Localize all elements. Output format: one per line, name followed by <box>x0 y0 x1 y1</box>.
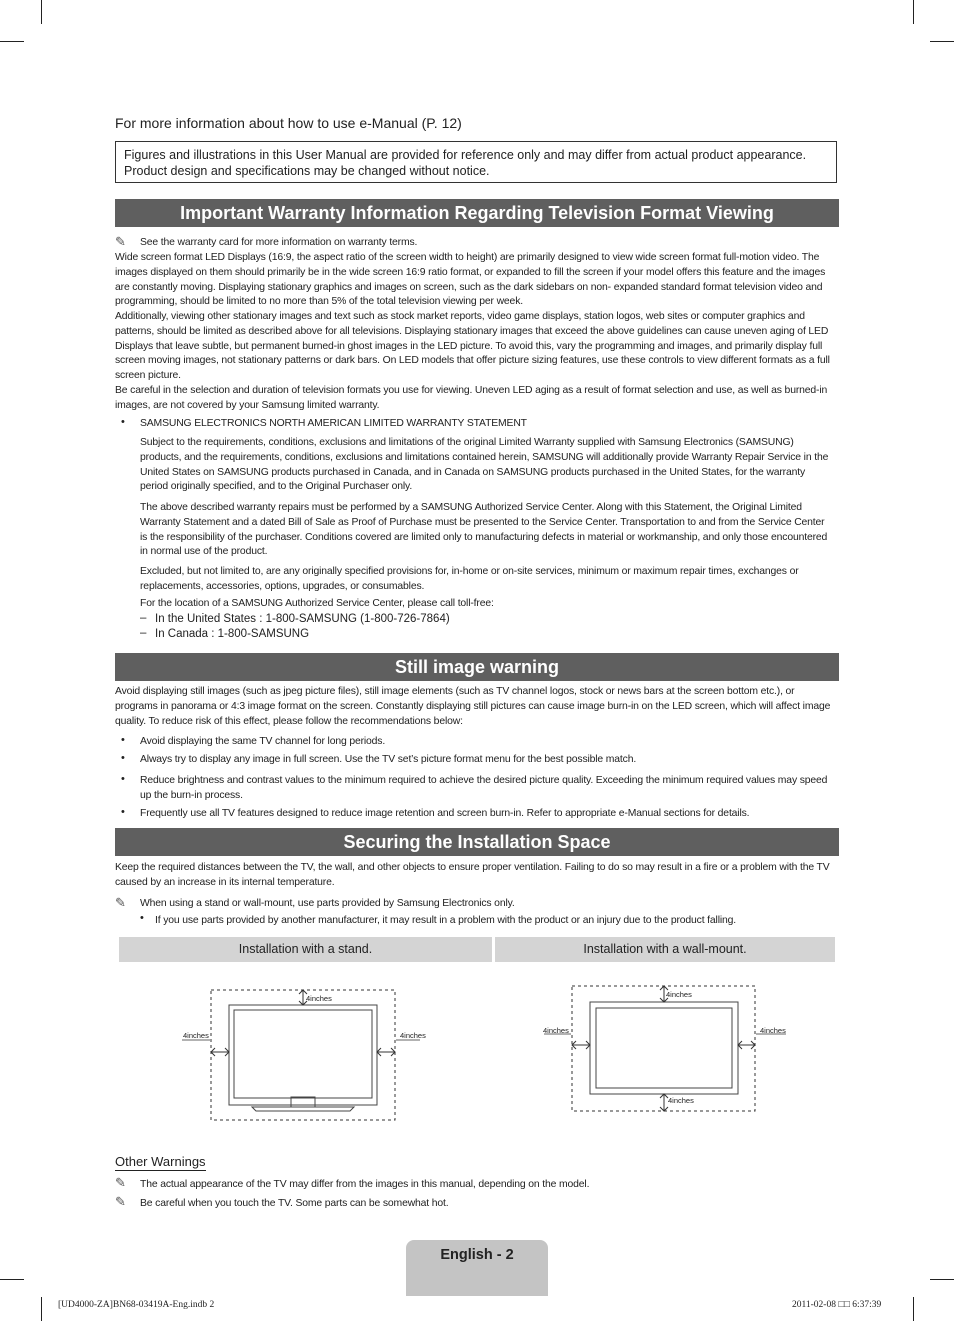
bullet: • <box>121 773 125 785</box>
print-file-info: [UD4000-ZA]BN68-03419A-Eng.indb 2 <box>58 1300 215 1310</box>
dim-label-bottom: 4inches <box>668 1096 694 1105</box>
crop-mark <box>930 41 954 42</box>
notice-box: Figures and illustrations in this User Manual are provided for reference only and may differ from actual product appearance. Product design and specifications may be changed without notice. <box>115 141 837 183</box>
warranty-para-2: Additionally, viewing other stationary images and text such as stock market reports, video game displays, station logos, web sites or computer graphics and patterns, should be limited as described above for all televisions. Displaying stationary images that exceed the above guidelines can cause uneven aging of LED Displays that leave subtle, but permanent burned-in ghost images in the LED picture. To avoid this, vary the programming and images, and primarily display full screen moving images, not stationary patterns or dark bars. On LED models that offer picture sizing features, use these controls to view different formats as a full screen picture. <box>115 311 830 382</box>
note-pencil-icon: ✎ <box>115 234 126 249</box>
dim-label-left: 4inches <box>543 1026 569 1035</box>
dim-label-top: 4inches <box>666 990 692 999</box>
phone-ca: In Canada : 1-800-SAMSUNG <box>155 628 310 640</box>
note-pencil-icon: ✎ <box>115 1194 126 1209</box>
warranty-para-1: Wide screen format LED Displays (16:9, the aspect ratio of the screen width to height) are primarily designed to view wide screen format full-motion video. The images displayed on them should primarily be in the wide screen 16:9 ratio format, or expanded to fill the screen if your model offers this feature and the images are constantly moving. Displaying stationary graphics and images on screen, such as the dark sidebars on non- expanded standard format television video and programming, should be limited to no more than 5% of the total television viewing per week. <box>115 252 826 308</box>
other-note-1: The actual appearance of the TV may differ from the images in this manual, depending on the model. <box>140 1179 590 1190</box>
warranty-sub-3: Excluded, but not limited to, are any originally specified provisions for, in-home or on-site services, minimum or maximum repair times, exchanges or replacements, accessories, options, upgrades, or consumables. <box>140 566 799 592</box>
bullet: • <box>121 416 125 428</box>
still-section-title: Still image warning <box>115 653 839 681</box>
crop-mark <box>913 0 914 24</box>
dash: – <box>140 627 147 639</box>
install-section-title: Securing the Installation Space <box>115 828 839 856</box>
dim-label-right: 4inches <box>400 1031 426 1040</box>
stand-installation-diagram <box>170 985 420 1125</box>
wall-column-header: Installation with a wall-mount. <box>495 937 835 962</box>
note-pencil-icon: ✎ <box>115 1175 126 1190</box>
still-bullet-1: Avoid displaying the same TV channel for long periods. <box>140 736 386 747</box>
dim-label-left: 4inches <box>183 1031 209 1040</box>
bullet: • <box>121 734 125 746</box>
install-intro: Keep the required distances between the TV, the wall, and other objects to ensure proper ventilation. Failing to do so may result in a fire or a problem with the TV caused by an increase in its internal temperature. <box>115 862 830 888</box>
bullet: • <box>121 806 125 818</box>
dash: – <box>140 612 147 624</box>
still-intro: Avoid displaying still images (such as jpeg picture files), still image elements (such as TV channel logos, stock or news bars at the screen bottom etc.), or programs in panorama or 4:3 image format on the screen. Constantly displaying still pictures can cause image burn-in on the LED screen, which will affect image quality. To reduce risk of this effect, please follow the recommendations below: <box>115 686 831 727</box>
crop-mark <box>0 41 24 42</box>
install-note: When using a stand or wall-mount, use parts provided by Samsung Electronics only. <box>140 898 515 909</box>
warranty-section-title: Important Warranty Information Regarding Television Format Viewing <box>115 199 839 227</box>
note-pencil-icon: ✎ <box>115 895 126 910</box>
warranty-note: See the warranty card for more information on warranty terms. <box>140 237 418 248</box>
still-bullet-3: Reduce brightness and contrast values to the minimum required to achieve the desired picture quality. Exceeding the minimum required values may speed up the burn-in process. <box>140 775 828 801</box>
crop-mark <box>41 1297 42 1321</box>
bullet: • <box>121 752 125 764</box>
warranty-sub-1: Subject to the requirements, conditions, exclusions and limitations of the original Limited Warranty supplied with Samsung Electronics (SAMSUNG) products, and the requirements, conditions, exclusions and limitations contained herein, SAMSUNG will additionally provide Warranty Repair Service in the United States on SAMSUNG products purchased in Canada, and in Canada on SAMSUNG products purchased in the United States, for the warranty period originally specified, and to the Original Purchaser only. <box>140 437 829 493</box>
dim-label-top: 4inches <box>306 994 332 1003</box>
crop-mark <box>0 1279 24 1280</box>
dim-label-right: 4inches <box>760 1026 786 1035</box>
print-date-info: 2011-02-08 □□ 6:37:39 <box>792 1300 882 1310</box>
crop-mark <box>41 0 42 24</box>
page-number: English - 2 <box>440 1247 514 1263</box>
crop-mark <box>913 1297 914 1321</box>
install-sub-bullet: If you use parts provided by another manufacturer, it may result in a problem with the product or an injury due to the product falling. <box>155 915 737 926</box>
warranty-para-3: Be careful in the selection and duration of television formats you use for viewing. Uneven LED aging as a result of format selection and use, as well as burned-in images, are not covered by your Samsung limited warranty. <box>115 385 828 411</box>
other-warnings-title: Other Warnings <box>115 1154 206 1169</box>
still-bullet-2: Always try to display any image in full screen. Use the TV set’s picture format menu for the best possible match. <box>140 754 637 765</box>
warranty-statement-title: SAMSUNG ELECTRONICS NORTH AMERICAN LIMITED WARRANTY STATEMENT <box>140 418 527 429</box>
warranty-sub-2: The above described warranty repairs must be performed by a SAMSUNG Authorized Service Center. Along with this Statement, the Original Limited Warranty Statement and a dated Bill of Sale as Proof of Purchase must be presented to the Service Center. Transportation to and from the Service Center is the responsibility of the purchaser. Conditions covered are limited only to manufacturing defects in material or workmanship, and only those encountered in normal use of the product. <box>140 502 828 558</box>
warranty-sub-4: For the location of a SAMSUNG Authorized Service Center, please call toll-free: <box>140 598 494 609</box>
crop-mark <box>930 1279 954 1280</box>
wall-installation-diagram <box>540 982 790 1117</box>
manual-link-heading: For more information about how to use e-Manual (P. 12) <box>115 115 462 131</box>
stand-column-header: Installation with a stand. <box>119 937 492 962</box>
phone-us: In the United States : 1-800-SAMSUNG (1-800-726-7864) <box>155 613 450 625</box>
other-note-2: Be careful when you touch the TV. Some parts can be somewhat hot. <box>140 1198 449 1209</box>
still-bullet-4: Frequently use all TV features designed to reduce image retention and screen burn-in. Refer to appropriate e-Manual sections for details. <box>140 808 750 819</box>
bullet: • <box>140 912 144 924</box>
